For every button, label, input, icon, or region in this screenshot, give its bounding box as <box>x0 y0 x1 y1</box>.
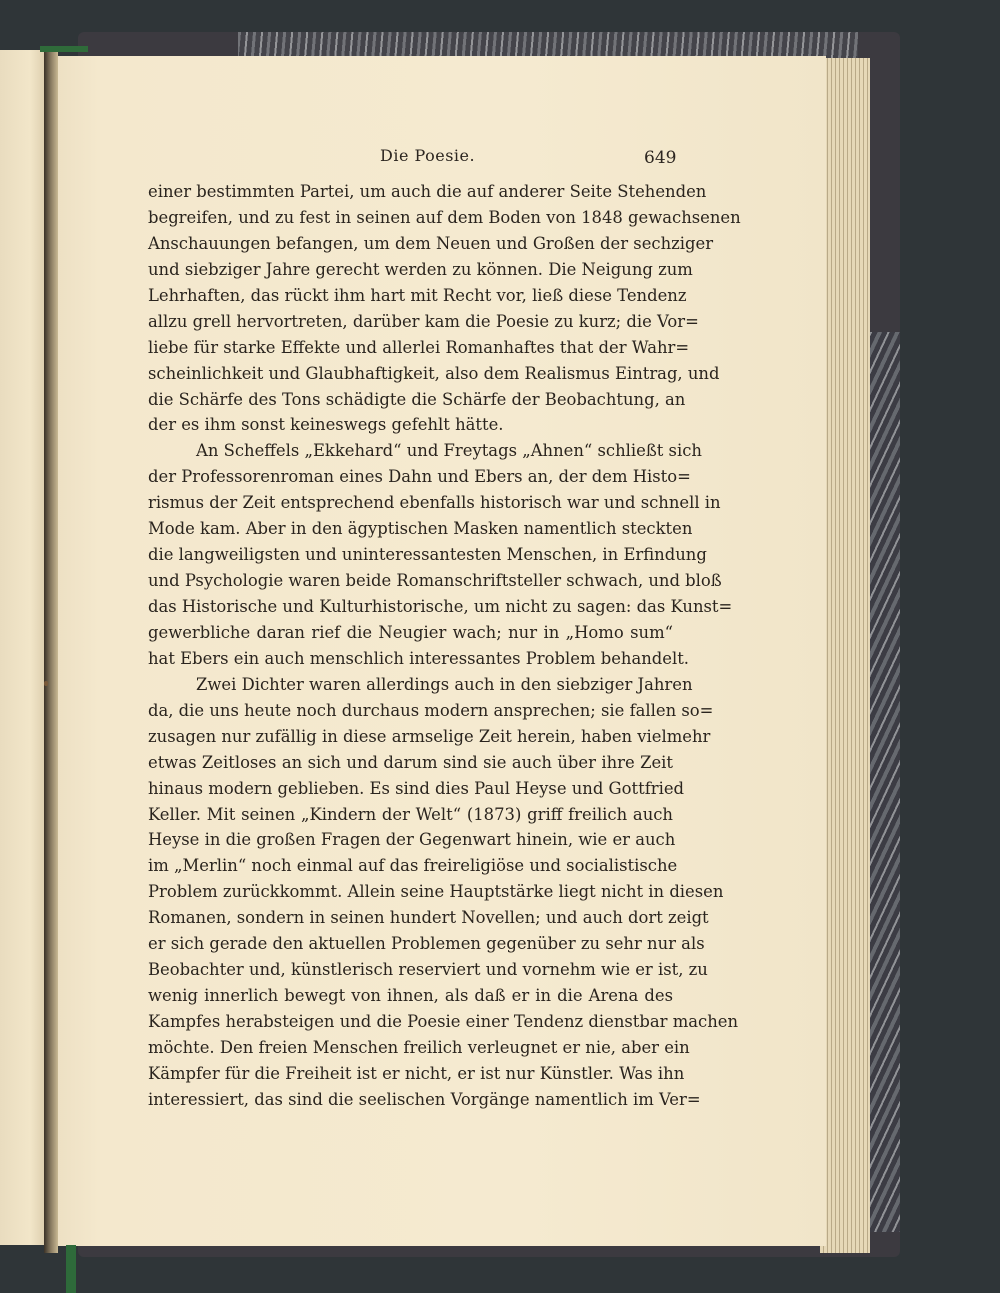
book-gutter <box>44 48 58 1253</box>
text-line: Kämpfer für die Freiheit ist er nicht, er ist nur Künstler. Was ihn <box>148 1063 685 1083</box>
text-line: allzu grell hervortreten, darüber kam die Poesie zu kurz; die Vor= <box>148 311 699 331</box>
page-edges <box>820 58 870 1253</box>
text-line: Beobachter und, künstlerisch reserviert und vornehm wie er ist, zu <box>148 960 708 980</box>
text-line: Lehrhaften, das rückt ihm hart mit Recht vor, ließ diese Tendenz <box>148 285 687 305</box>
text-line: Romanen, sondern in seinen hundert Novellen; und auch dort zeigt <box>148 908 709 928</box>
text-line: er sich gerade den aktuellen Problemen gegenüber zu sehr nur als <box>148 934 705 954</box>
text-line: und siebziger Jahre gerecht werden zu können. Die Neigung zum <box>148 259 693 279</box>
text-line: etwas Zeitloses an sich und darum sind sie auch über ihre Zeit <box>148 752 673 772</box>
text-line: interessiert, das sind die seelischen Vorgänge namentlich im Ver= <box>148 1089 701 1109</box>
text-line: gewerbliche daran rief die Neugier wach; nur in „Homo sum“ <box>148 622 673 642</box>
text-line: An Scheffels „Ekkehard“ und Freytags „Ahnen“ schließt sich <box>196 441 702 461</box>
left-page-edge <box>0 50 50 1245</box>
text-line: möchte. Den freien Menschen freilich verleugnet er nie, aber ein <box>148 1037 690 1057</box>
text-line: das Historische und Kulturhistorische, um nicht zu sagen: das Kunst= <box>148 597 733 616</box>
ribbon-bookmark-bottom <box>66 1245 76 1293</box>
text-line: hinaus modern geblieben. Es sind dies Paul Heyse und Gottfried <box>148 778 685 798</box>
text-line: Problem zurückkommt. Allein seine Hauptstärke liegt nicht in diesen <box>148 882 724 902</box>
body-text <box>148 179 741 1113</box>
text-line: hat Ebers ein auch menschlich interessantes Problem behandelt. <box>148 648 690 668</box>
margin-mark <box>44 681 48 686</box>
text-line: der es ihm sonst keineswegs gefehlt hätte. <box>148 415 504 435</box>
text-line: im „Merlin“ noch einmal auf das freireligiöse und socialistische <box>148 856 678 876</box>
text-line: zusagen nur zufällig in diese armselige Zeit herein, haben vielmehr <box>148 726 711 746</box>
page-header <box>0 146 1000 170</box>
text-line: Kampfes herabsteigen und die Poesie einer Tendenz dienstbar machen <box>148 1012 739 1031</box>
text-line: Keller. Mit seinen „Kindern der Welt“ (1873) griff freilich auch <box>148 804 673 824</box>
text-line: die langweiligsten und uninteressantesten Menschen, in Erfindung <box>148 545 707 565</box>
text-line: wenig innerlich bewegt von ihnen, als daß er in die Arena des <box>148 986 673 1006</box>
text-line: liebe für starke Effekte und allerlei Romanhaftes that der Wahr= <box>148 337 690 357</box>
text-line: der Professorenroman eines Dahn und Ebers an, der dem Histo= <box>148 467 691 487</box>
page-number: 649 <box>644 148 677 168</box>
ribbon-bookmark <box>40 46 88 52</box>
text-line: und Psychologie waren beide Romanschriftsteller schwach, und bloß <box>148 571 722 591</box>
text-line: da, die uns heute noch durchaus modern ansprechen; sie fallen so= <box>148 700 714 720</box>
text-line: scheinlichkeit und Glaubhaftigkeit, also dem Realismus Eintrag, und <box>148 363 720 383</box>
text-line: Heyse in die großen Fragen der Gegenwart hinein, wie er auch <box>148 830 676 850</box>
text-line: Anschauungen befangen, um dem Neuen und Großen der sechziger <box>148 233 714 253</box>
text-line: Mode kam. Aber in den ägyptischen Masken namentlich steckten <box>148 519 693 539</box>
text-line: begreifen, und zu fest in seinen auf dem Boden von 1848 gewachsenen <box>148 207 741 227</box>
text-line: rismus der Zeit entsprechend ebenfalls historisch war und schnell in <box>148 493 721 513</box>
text-line: die Schärfe des Tons schädigte die Schärfe der Beobachtung, an <box>148 389 686 409</box>
text-line: einer bestimmten Partei, um auch die auf anderer Seite Stehenden <box>148 182 707 201</box>
text-line: Zwei Dichter waren allerdings auch in den siebziger Jahren <box>196 674 693 694</box>
running-head: Die Poesie. <box>380 146 476 165</box>
